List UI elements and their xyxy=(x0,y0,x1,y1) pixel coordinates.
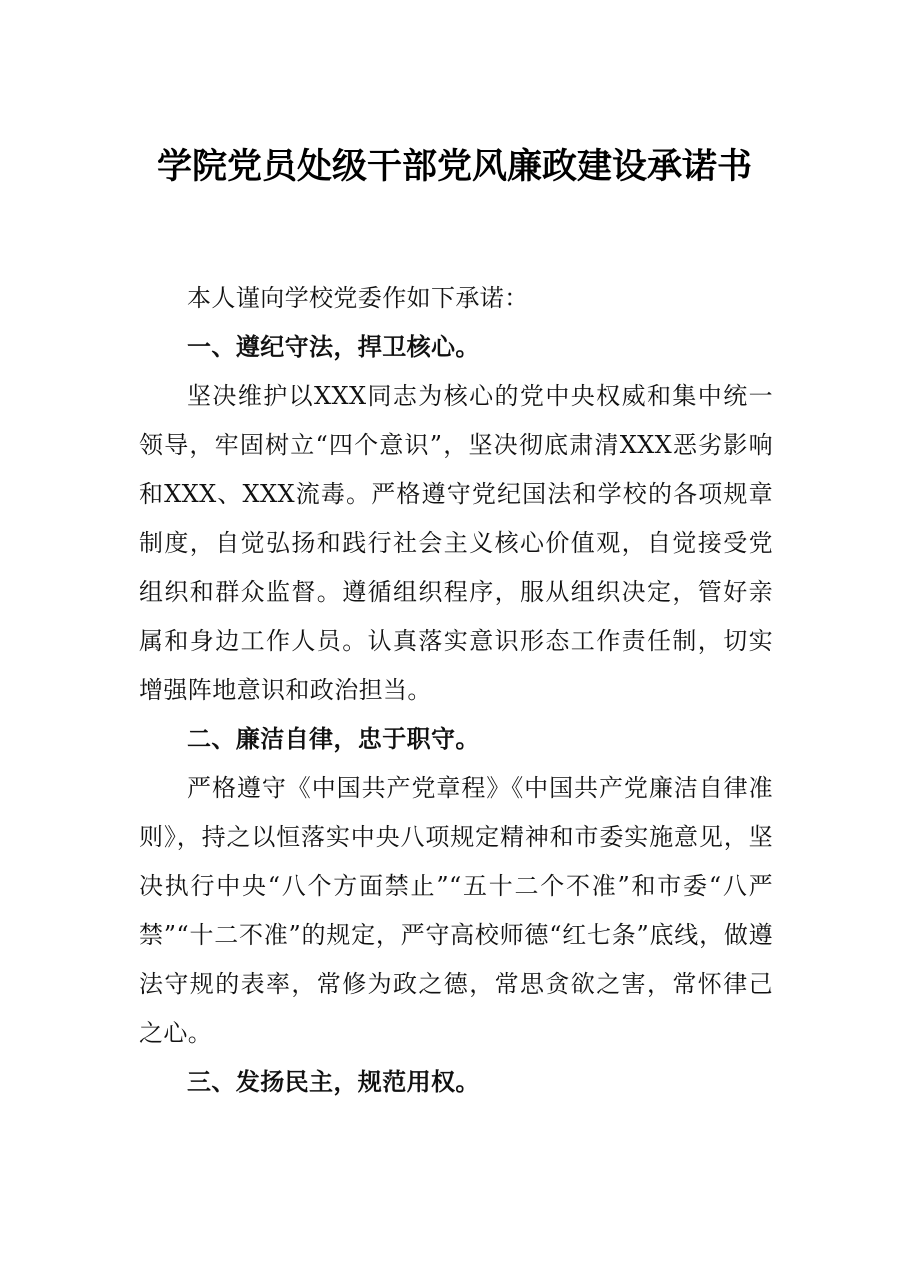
section-paragraph-2: 严格遵守《中国共产党章程》《中国共产党廉洁自律准则》，持之以恒落实中央八项规定精神和市委实施意见，坚决执行中央“八个方面禁止”“五十二个不准”和市委“八严禁”“十二不准”的规定，严守高校师德“红七条”底线，做遵法守规的表率，常修为政之德，常思贪欲之害，常怀律己之心。 xyxy=(139,774,773,1047)
intro-paragraph: 本人谨向学校党委作如下承诺： xyxy=(187,284,529,312)
document-body xyxy=(139,274,773,1107)
section-paragraph-1: 坚决维护以XXX同志为核心的党中央权威和集中统一领导，牢固树立“四个意识”，坚决彻底肃清XXX恶劣影响和XXX、XXX流毒。严格遵守党纪国法和学校的各项规章制度，自觉弘扬和践行社会主义核心价值观，自觉接受党组织和群众监督。遵循组织程序，服从组织决定，管好亲属和身边工作人员。认真落实意识形态工作责任制，切实增强阵地意识和政治担当。 xyxy=(139,382,773,704)
section-heading-1: 一、遵纪守法，捍卫核心。 xyxy=(187,333,480,361)
section-heading-2: 二、廉洁自律，忠于职守。 xyxy=(187,725,480,753)
section-heading-3: 三、发扬民主，规范用权。 xyxy=(187,1068,480,1096)
document-title: 学院党员处级干部党风廉政建设承诺书 xyxy=(156,146,752,187)
